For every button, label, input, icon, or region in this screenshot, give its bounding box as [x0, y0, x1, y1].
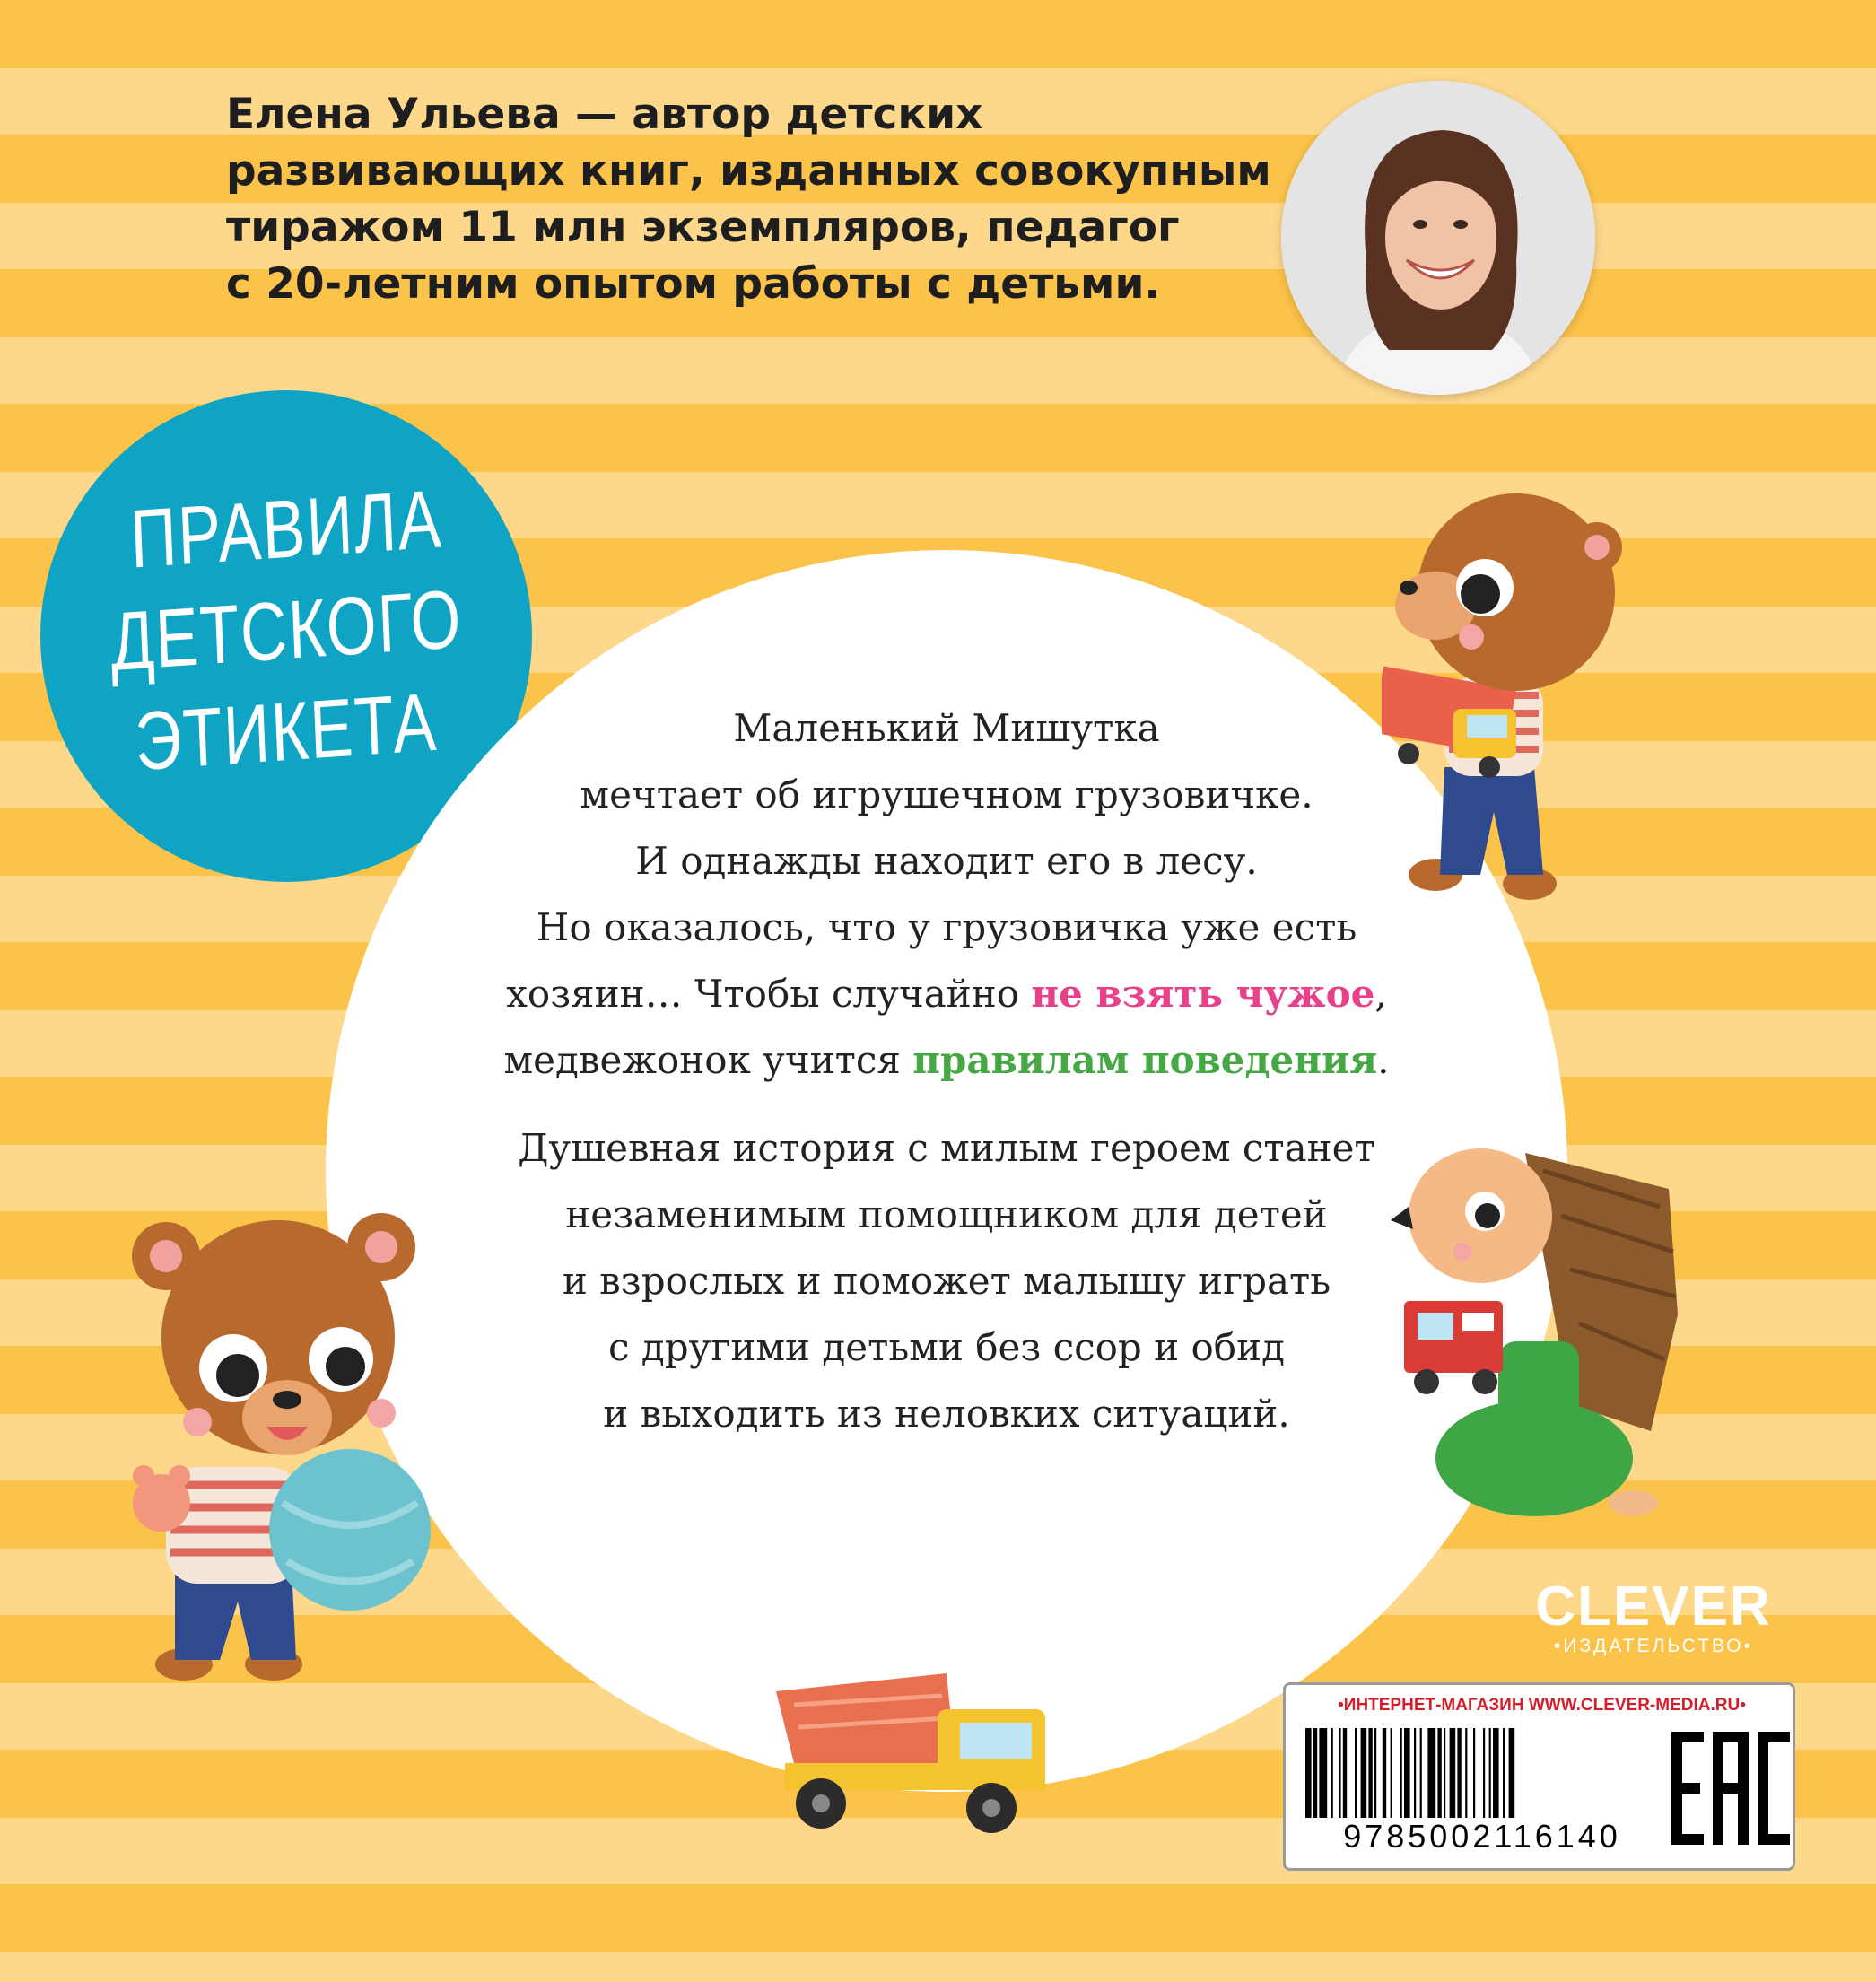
series-title-line: ПРАВИЛА	[128, 473, 444, 586]
description-line: Но оказалось, что у грузовичка уже есть	[536, 905, 1357, 949]
series-title-line: ДЕТСКОГО	[109, 572, 464, 689]
description-line: Душевная история с милым героем станет	[518, 1126, 1375, 1170]
toy-truck-illustration	[767, 1655, 1063, 1844]
description-line: медвежонок учится	[503, 1038, 913, 1082]
description-paragraph	[395, 1115, 1498, 1447]
highlight-green: правилам поведения	[912, 1038, 1378, 1082]
eac-mark-icon	[1668, 1724, 1792, 1850]
description-line: незаменимым помощником для детей	[565, 1192, 1328, 1236]
publisher-name: CLEVER	[1535, 1576, 1772, 1637]
bear-with-ball-illustration	[112, 1207, 453, 1691]
description-line: .	[1377, 1038, 1390, 1082]
description-line: ,	[1374, 972, 1387, 1016]
description-line: и выходить из неловких ситуаций.	[603, 1392, 1290, 1436]
bear-with-truck-illustration	[1382, 471, 1651, 911]
author-bio-line: тиражом 11 млн экземпляров, педагог	[226, 203, 1180, 252]
description-line: Маленький Мишутка	[733, 706, 1160, 750]
highlight-pink: не взять чужое	[1031, 972, 1375, 1016]
author-bio-line: Елена Ульева — автор детских	[226, 90, 983, 139]
description-line: мечтает об игрушечном грузовичке.	[580, 773, 1313, 816]
publisher-logo	[1532, 1576, 1775, 1660]
author-bio	[226, 86, 1271, 312]
author-bio-line: развивающих книг, изданных совокупным	[226, 146, 1271, 196]
description-line: и взрослых и поможет малышу играть	[562, 1259, 1331, 1303]
description-paragraph	[395, 695, 1498, 1094]
book-description	[395, 695, 1498, 1447]
isbn-number: 9785002116140	[1343, 1818, 1621, 1855]
description-line: с другими детьми без ссор и обид	[608, 1325, 1285, 1369]
author-bio-line: с 20-летним опытом работы с детьми.	[226, 259, 1161, 309]
description-line: хозяин… Чтобы случайно	[506, 972, 1032, 1016]
hedgehog-with-truck-illustration	[1391, 1135, 1687, 1521]
publisher-subtitle: •ИЗДАТЕЛЬСТВО•	[1554, 1636, 1753, 1656]
author-portrait	[1281, 81, 1595, 395]
shop-url: •ИНТЕРНЕТ-МАГАЗИН WWW.CLEVER-MEDIA.RU•	[1338, 1696, 1746, 1715]
barcode-icon	[1305, 1728, 1664, 1818]
barcode-label	[1283, 1682, 1795, 1871]
series-title-line: ЭТИКЕТА	[133, 676, 440, 789]
description-line: И однажды находит его в лесу.	[635, 839, 1258, 883]
